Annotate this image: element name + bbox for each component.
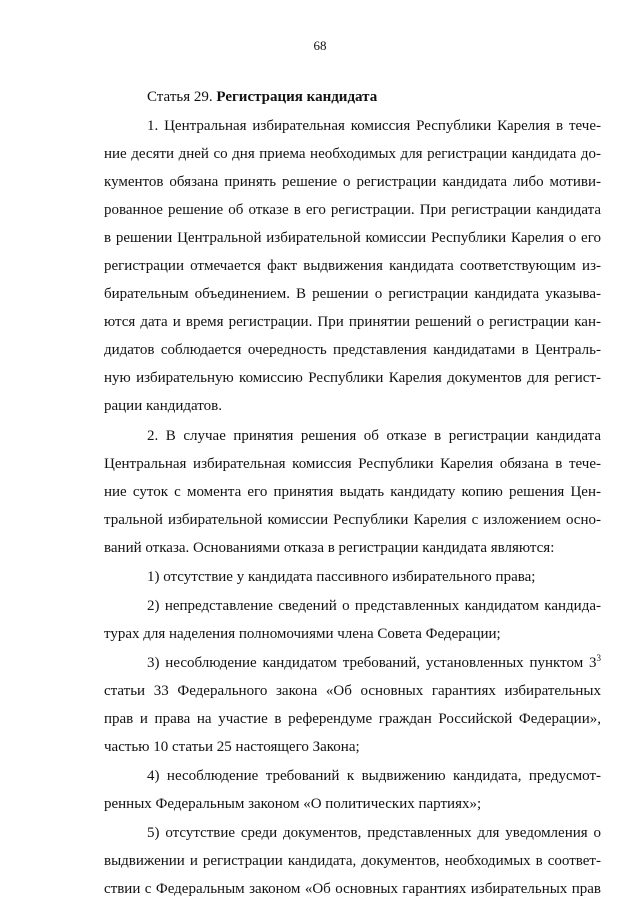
text-line: ние десяти дней со дня приема необходимых для регистрации кандидата до- <box>104 146 601 162</box>
list-item: 4) несоблюдение требований к выдвижению кандидата, предусмот- <box>147 768 601 784</box>
article-prefix: Статья 29. <box>147 89 213 105</box>
text-line: статьи 33 Федерального закона «Об основных гарантиях избирательных <box>104 683 601 699</box>
text-line: рации кандидатов. <box>104 398 222 414</box>
text-line: частью 10 статьи 25 настоящего Закона; <box>104 739 360 755</box>
page-number: 68 <box>313 38 327 53</box>
article-title: Регистрация кандидата <box>216 89 378 105</box>
superscript: 3 <box>596 653 601 663</box>
list-item <box>147 654 601 672</box>
list-item: 1) отсутствие у кандидата пассивного избирательного права; <box>147 569 536 585</box>
list-item-text: 3) несоблюдение кандидатом требований, установленных пунктом 3 <box>147 655 597 671</box>
text-line: турах для наделения полномочиями члена Совета Федерации; <box>104 626 501 642</box>
text-line: тральной избирательной комиссии Республики Карелия с изложением осно- <box>104 512 601 528</box>
text-line: ренных Федеральным законом «О политических партиях»; <box>104 796 482 812</box>
text-line: ются дата и время регистрации. При принятии решений о регистрации кан- <box>104 314 601 330</box>
text-line: регистрации отмечается факт выдвижения кандидата соответствующим из- <box>104 258 601 274</box>
text-line: рованное решение об отказе в его регистрации. При регистрации кандидата <box>104 202 601 218</box>
article-heading <box>147 88 601 106</box>
text-line: 1. Центральная избирательная комиссия Республики Карелия в тече- <box>147 118 601 134</box>
text-line: в решении Центральной избирательной комиссии Республики Карелия о его <box>104 230 601 246</box>
list-item: 2) непредставление сведений о представленных кандидатом кандида- <box>147 598 601 614</box>
text-line: Центральная избирательная комиссия Республики Карелия обязана в тече- <box>104 456 601 472</box>
text-line: дидатов соблюдается очередность представления кандидатами в Централь- <box>104 342 601 358</box>
text-line: ние суток с момента его принятия выдать кандидату копию решения Цен- <box>104 484 601 500</box>
text-line: ную избирательную комиссию Республики Карелия документов для регист- <box>104 370 601 386</box>
text-line: кументов обязана принять решение о регистрации кандидата либо мотиви- <box>104 174 601 190</box>
text-line: ваний отказа. Основаниями отказа в регистрации кандидата являются: <box>104 540 555 556</box>
list-item: 5) отсутствие среди документов, представленных для уведомления о <box>147 825 601 841</box>
text-line: выдвижении и регистрации кандидата, документов, необходимых в соответ- <box>104 853 601 869</box>
text-line: 2. В случае принятия решения об отказе в регистрации кандидата <box>147 428 601 444</box>
text-line: прав и права на участие в референдуме граждан Российской Федерации», <box>104 711 601 727</box>
text-line: бирательным объединением. В решении о регистрации кандидата указыва- <box>104 286 601 302</box>
text-line: ствии с Федеральным законом «Об основных гарантиях избирательных прав <box>104 881 601 897</box>
